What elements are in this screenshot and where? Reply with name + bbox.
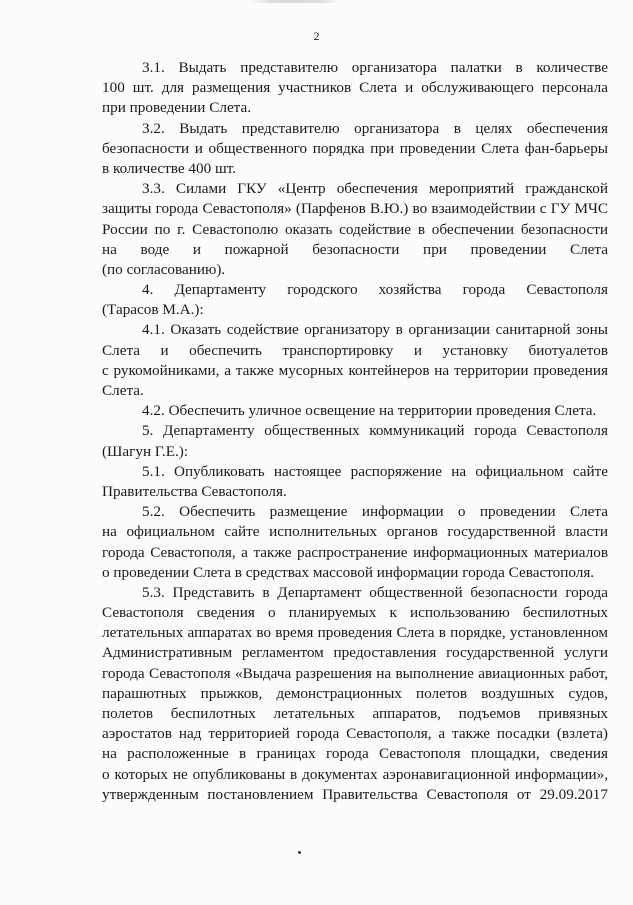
text-line: Слета. bbox=[102, 382, 144, 399]
text-line: Слета и обеспечить транспортировку и установку биотуалетов bbox=[102, 341, 608, 359]
text-line: России по г. Севастополю оказать содействие в обеспечении безопасности bbox=[102, 220, 608, 238]
text-line: 5. Департаменту общественных коммуникаций города Севастополя bbox=[142, 422, 608, 440]
text-line: полетов беспилотных летательных аппаратов, подъемов привязных bbox=[102, 705, 608, 722]
text-line: в количестве 400 шт. bbox=[102, 159, 236, 177]
text-line: города Севастополя, а также распространение информационных материалов bbox=[102, 543, 608, 561]
text-line: 5.3. Представить в Департамент общественной безопасности города bbox=[142, 583, 608, 601]
document-body bbox=[102, 58, 608, 805]
text-line: утвержденным постановлением Правительства Севастополя от 29.09.2017 bbox=[102, 785, 608, 803]
text-line: летательных аппаратах во время проведения Слета в порядке, установленном bbox=[102, 624, 608, 642]
page-number: 2 bbox=[313, 29, 320, 43]
text-line: (по согласованию). bbox=[102, 260, 226, 278]
text-line: 4.1. Оказать содействие организатору в организации санитарной зоны bbox=[142, 321, 608, 339]
text-line: (Шагун Г.Е.): bbox=[102, 442, 189, 460]
text-line: на воде и пожарной безопасности при проведении Слета bbox=[102, 240, 608, 258]
text-line: 5.1. Опубликовать настоящее распоряжение на официальном сайте bbox=[142, 462, 608, 480]
text-line: с рукомойниками, а также мусорных контейнеров на территории проведения bbox=[102, 361, 608, 379]
text-line: 3.3. Силами ГКУ «Центр обеспечения мероприятий гражданской bbox=[142, 180, 608, 198]
text-line: Севастополя сведения о планируемых к использованию беспилотных bbox=[102, 604, 608, 622]
text-line: безопасности и общественного порядка при проведении Слета фан-барьеры bbox=[102, 139, 608, 157]
text-line: о проведении Слета в средствах массовой информации города Севастополя. bbox=[102, 563, 595, 581]
scan-artifact bbox=[250, 0, 340, 3]
scan-speck bbox=[298, 851, 301, 854]
text-line: города Севастополя «Выдача разрешения на выполнение авиационных работ, bbox=[102, 664, 608, 682]
text-line: на расположенные в границах города Севастополя площадки, сведения bbox=[102, 745, 608, 763]
text-line: защиты города Севастополя» (Парфенов В.Ю.) во взаимодействии с ГУ МЧС bbox=[102, 200, 608, 218]
text-line: 4.2. Обеспечить уличное освещение на территории проведения Слета. bbox=[142, 402, 597, 420]
text-line: 3.1. Выдать представителю организатора палатки в количестве bbox=[142, 59, 608, 76]
text-line: Административным регламентом предоставления государственной услуги bbox=[102, 644, 608, 662]
text-line: 3.2. Выдать представителю организатора в целях обеспечения bbox=[142, 119, 608, 137]
text-line: на официальном сайте исполнительных органов государственной власти bbox=[102, 523, 608, 541]
text-line: о которых не опубликованы в документах аэронавигационной информации», bbox=[102, 765, 608, 783]
text-line: 4. Департаменту городского хозяйства города Севастополя bbox=[142, 281, 608, 299]
text-line: (Тарасов М.А.): bbox=[102, 301, 204, 319]
text-line: Правительства Севастополя. bbox=[102, 482, 287, 500]
text-line: 100 шт. для размещения участников Слета и обслуживающего персонала bbox=[102, 79, 608, 97]
text-line: парашютных прыжков, демонстрационных полетов воздушных судов, bbox=[102, 684, 608, 702]
text-line: при проведении Слета. bbox=[102, 99, 252, 117]
text-line: 5.2. Обеспечить размещение информации о проведении Слета bbox=[142, 503, 608, 521]
text-line: аэростатов над территорией города Севастополя, а также посадки (взлета) bbox=[102, 725, 608, 743]
